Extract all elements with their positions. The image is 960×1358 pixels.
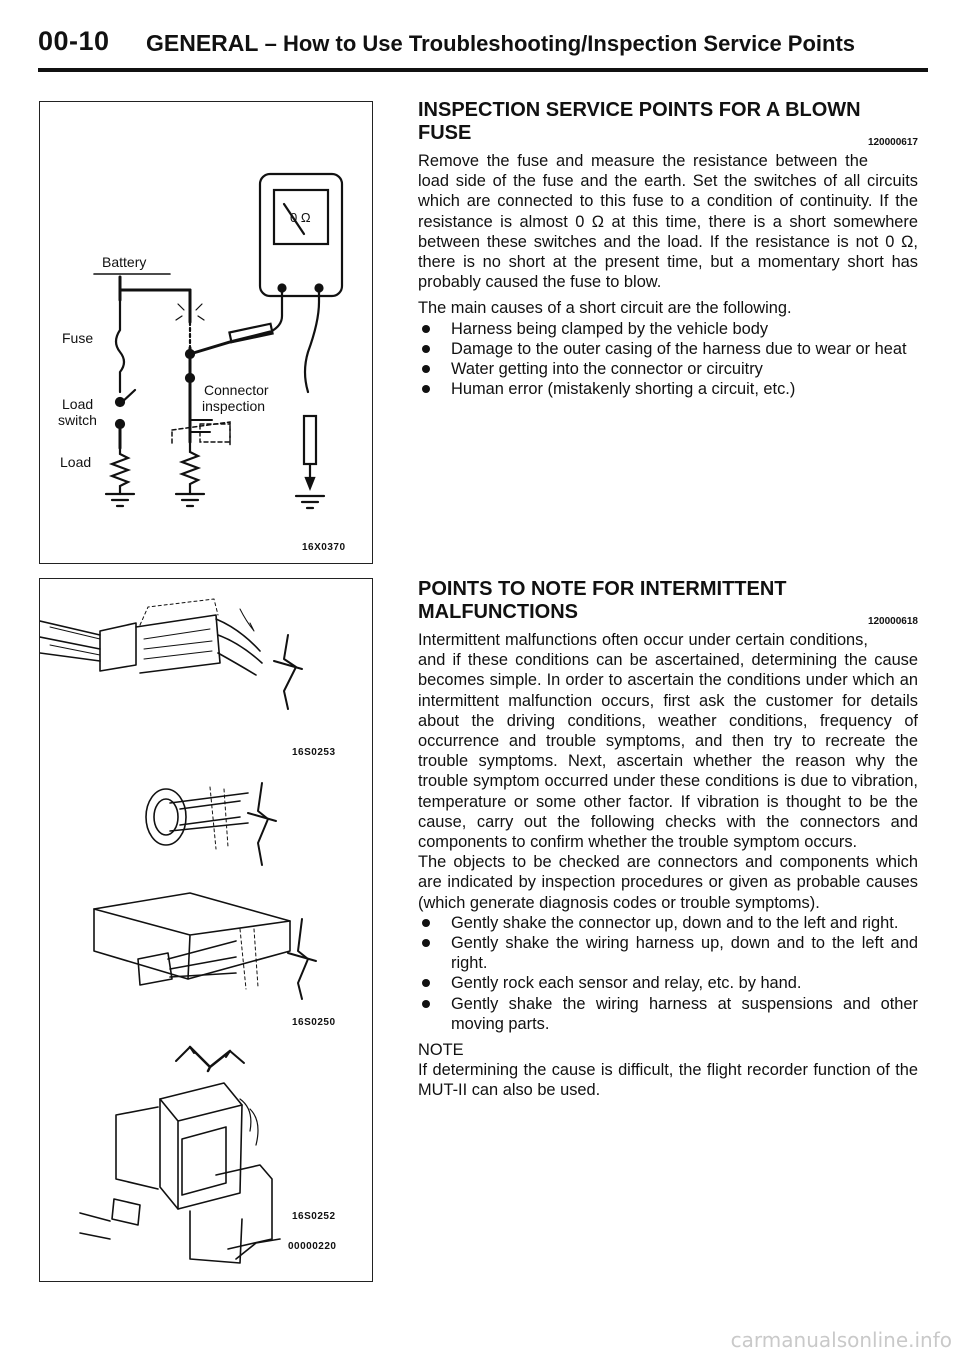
battery-label: Battery xyxy=(102,254,147,270)
page-title: GENERAL – How to Use Troubleshooting/Inspection Service Points xyxy=(146,30,856,56)
header-rule xyxy=(38,68,928,72)
ohmmeter-body xyxy=(260,174,342,296)
list-item: Human error (mistakenly shorting a circuit, etc.) xyxy=(418,379,918,399)
paragraph: Remove the fuse and measure the resistance between the load side of the fuse and the earth. Set the switches of all circuits which are connected to this fuse to a condition of continuity. If the resistance is almost 0 Ω at this time, there is a short somewhere between these switches and the load. If the resistance is not 0 Ω, there is no short at the present time, but a momentary short has probably caused the fuse to blow. xyxy=(418,152,918,292)
grommet-illustration xyxy=(146,783,276,865)
list-item: Gently shake the wiring harness at suspensions and other moving parts. xyxy=(418,994,918,1034)
list-item: Gently shake the connector up, down and to the left and right. xyxy=(418,913,918,933)
section-heading: POINTS TO NOTE FOR INTERMITTENT MALFUNCTIONS 120000618 xyxy=(418,578,918,624)
note-text: If determining the cause is difficult, the flight recorder function of the MUT-II can also be used. xyxy=(418,1061,918,1100)
bullet-list xyxy=(418,319,918,400)
load-switch-label-2: switch xyxy=(58,412,97,428)
figure-code-a: 16S0253 xyxy=(292,747,336,758)
intermittent-section xyxy=(418,578,918,1101)
list-item: Gently rock each sensor and relay, etc. by hand. xyxy=(418,973,918,993)
figure-code-d: 00000220 xyxy=(288,1241,337,1252)
fuse-label: Fuse xyxy=(62,330,94,346)
relay-illustration xyxy=(80,1047,280,1263)
figure-code-c: 16S0252 xyxy=(292,1211,336,1222)
figure-code-b: 16S0250 xyxy=(292,1017,336,1028)
fuse-circuit-figure xyxy=(39,101,373,564)
paragraph: The main causes of a short circuit are the following. xyxy=(418,299,792,318)
intermittent-checks-figure xyxy=(39,578,373,1282)
illustrations xyxy=(40,579,372,1281)
bullet-list xyxy=(418,913,918,1034)
page-header xyxy=(38,22,928,72)
connector-label-1: Connector xyxy=(204,382,269,398)
note-label: NOTE xyxy=(418,1041,464,1060)
list-item: Harness being clamped by the vehicle body xyxy=(418,319,918,339)
paragraph: The objects to be checked are connectors and components which are indicated by inspection procedures or given as probable causes (which generate diagnosis codes or trouble symptoms). xyxy=(418,853,918,912)
blown-fuse-section xyxy=(418,99,918,399)
page-number: 00-10 xyxy=(38,26,110,56)
connector-label-2: inspection xyxy=(202,398,266,414)
figure-code: 16X0370 xyxy=(302,542,346,553)
section-number: 120000617 xyxy=(867,137,918,148)
list-item: Gently shake the wiring harness up, down and to the left and right. xyxy=(418,933,918,973)
section-number: 120000618 xyxy=(867,616,918,627)
meter-reading: 0 Ω xyxy=(290,210,311,225)
connector-illustration xyxy=(40,599,302,709)
load-switch-label-1: Load xyxy=(62,396,94,412)
list-item: Damage to the outer casing of the harness due to wear or heat xyxy=(418,339,918,359)
section-heading: INSPECTION SERVICE POINTS FOR A BLOWN FUSE 120000617 xyxy=(418,99,918,145)
paragraph: Intermittent malfunctions often occur under certain conditions, and if these conditions can be ascertained, determining the cause becomes simple. In order to ascertain the conditions under which an intermittent malfunction occurs, first ask the customer for details about the driving conditions, weather conditions, frequency of occurrence and trouble symptoms, and then try to recreate the trouble symptoms. Next, ascertain whether the reason why the trouble symptom occurred under these conditions is due to vibration, temperature or some other factor. If vibration is thought to be the cause, carry out the following checks with the connectors and components to confirm whether the trouble symptom occurs. xyxy=(418,631,918,852)
load-label: Load xyxy=(60,454,92,470)
control-unit-illustration xyxy=(94,893,316,999)
watermark: carmanualsonline.info xyxy=(730,1328,952,1352)
list-item: Water getting into the connector or circuitry xyxy=(418,359,918,379)
